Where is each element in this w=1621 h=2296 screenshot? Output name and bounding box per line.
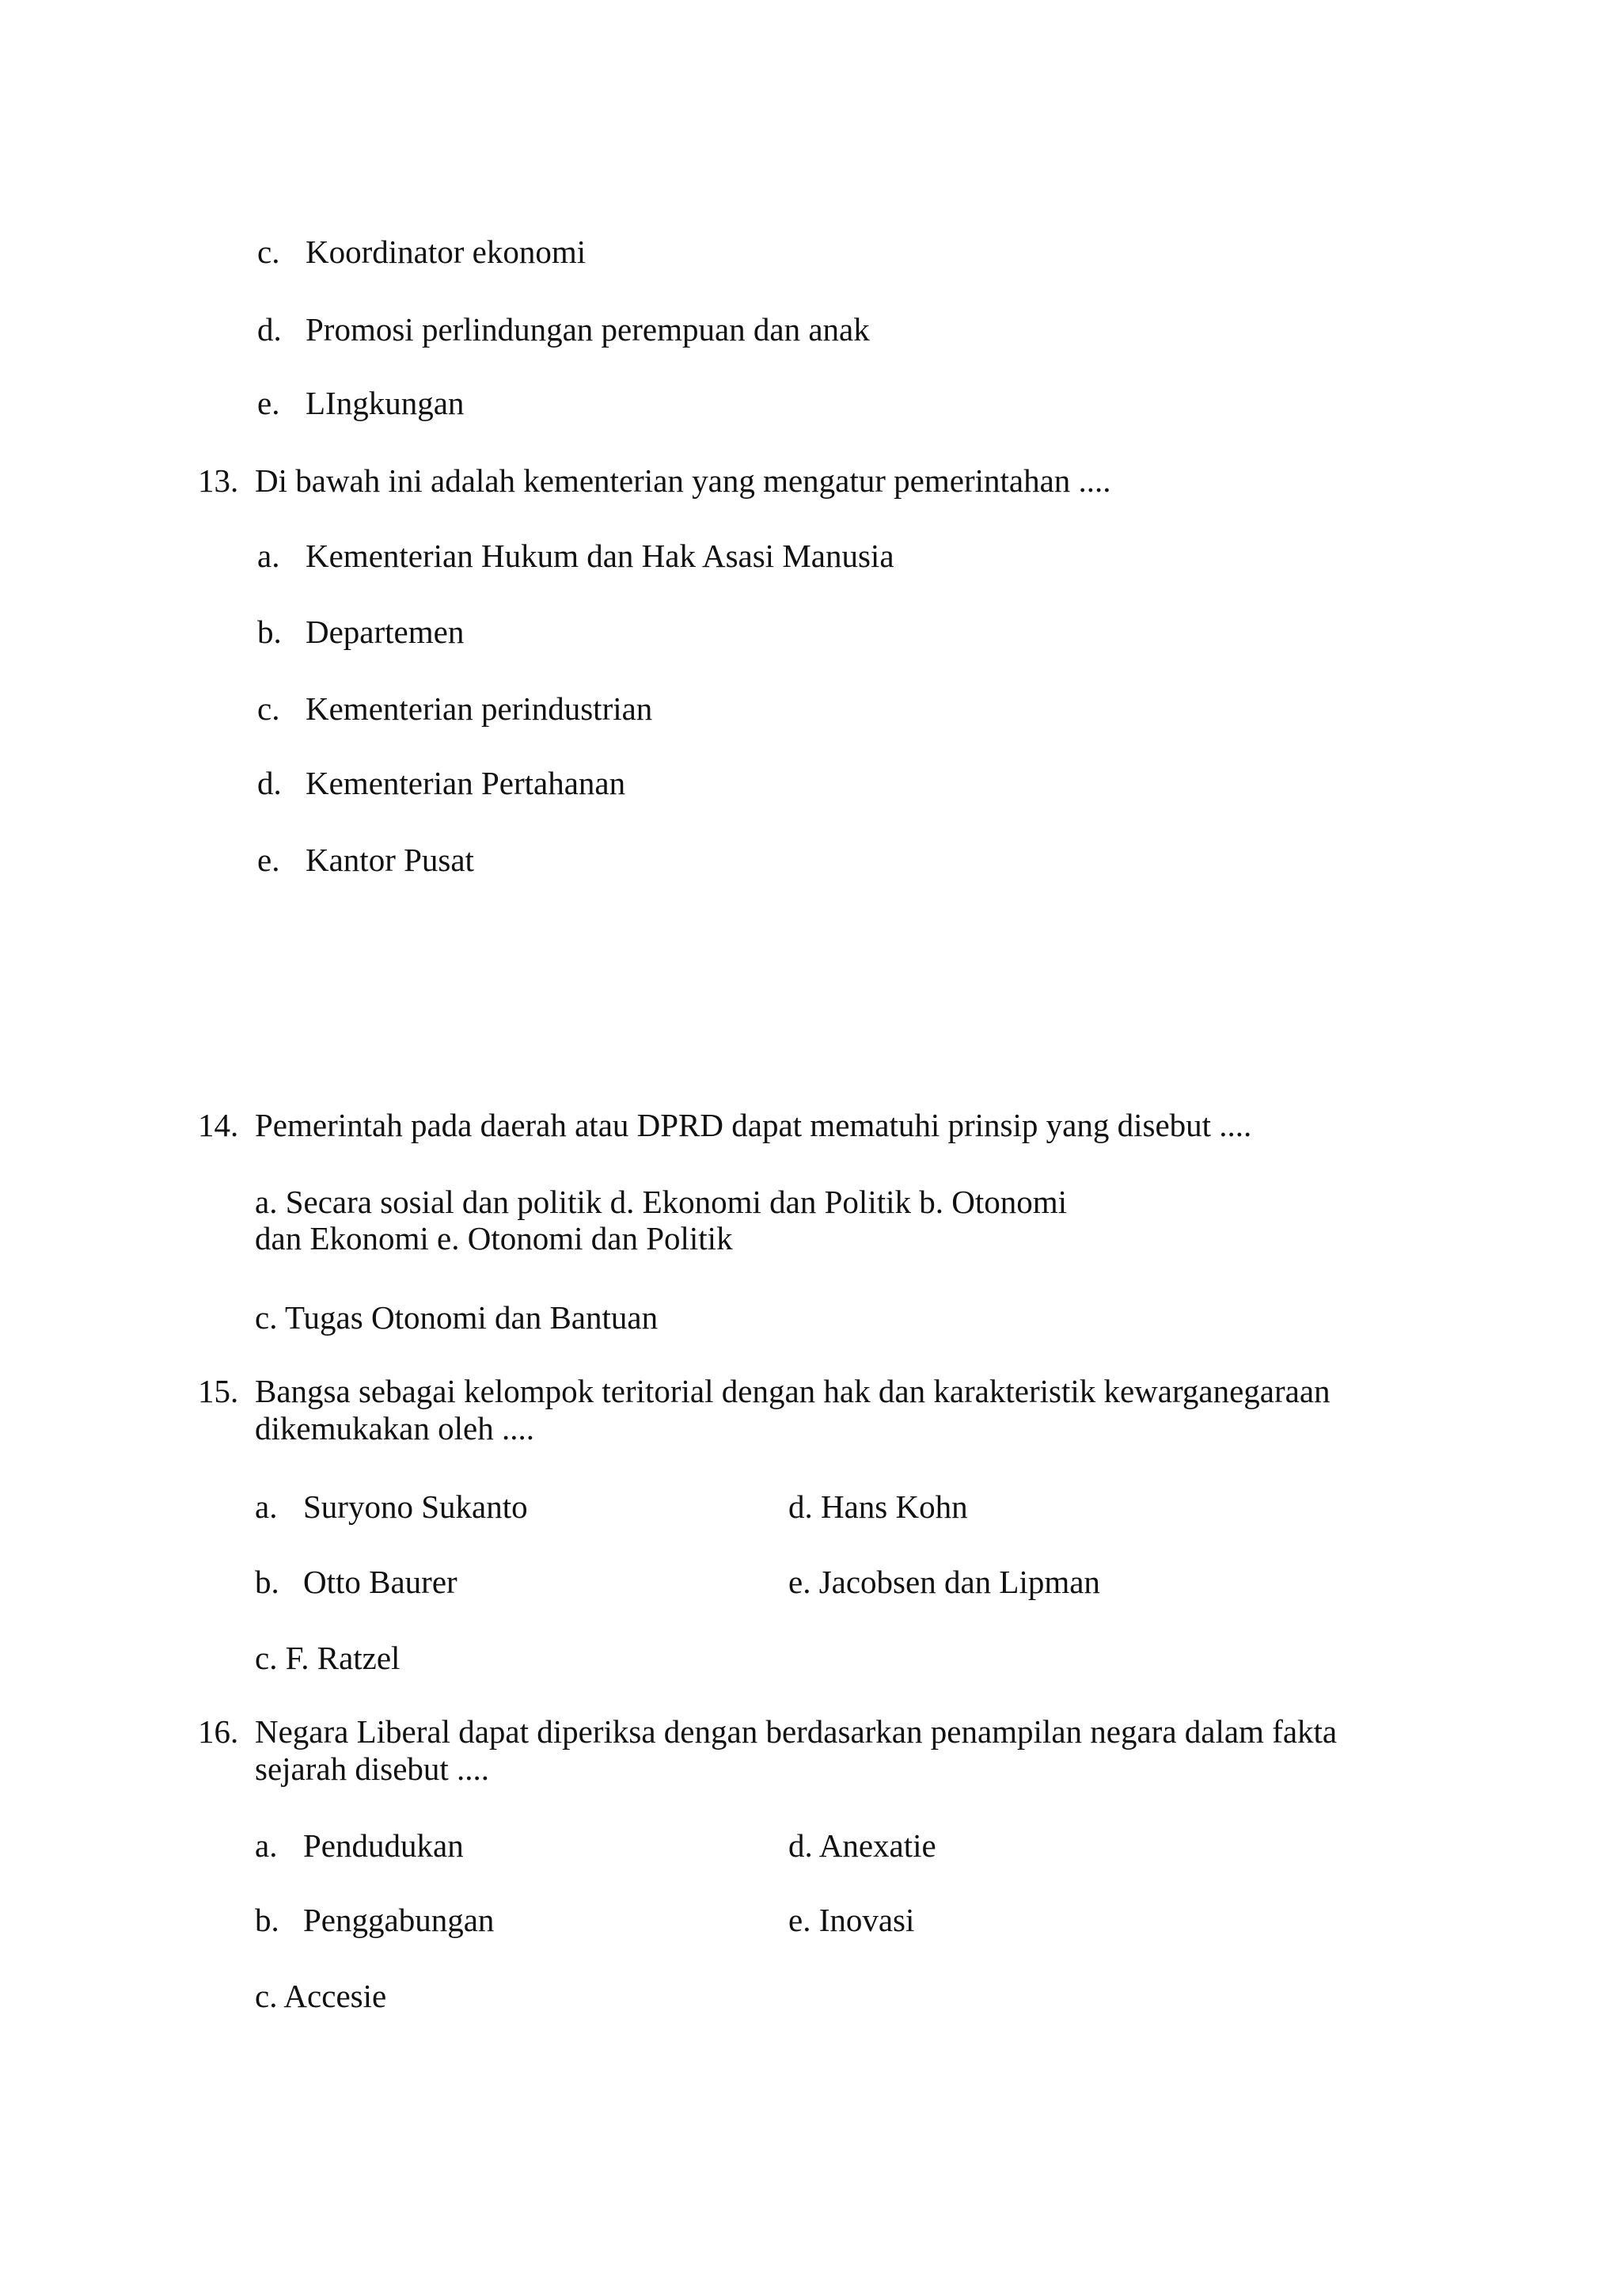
option-item — [257, 537, 894, 575]
option-letter: c. — [257, 234, 280, 270]
option-letter: c. — [257, 690, 280, 727]
option-item: d. Anexatie — [788, 1827, 936, 1864]
option-letter: d. — [257, 311, 282, 348]
option-text: Kementerian perindustrian — [306, 690, 653, 727]
question-14 — [198, 1106, 1251, 1144]
option-item — [257, 841, 474, 879]
option-text: Promosi perlindungan perempuan dan anak — [306, 311, 870, 348]
option-letter: b. — [255, 1564, 279, 1600]
question-16 — [198, 1712, 1337, 1751]
option-item: c. Accesie — [255, 1978, 387, 2014]
option-text: Kantor Pusat — [306, 842, 474, 878]
option-text: Penggabungan — [303, 1902, 495, 1938]
question-text: Negara Liberal dapat diperiksa dengan berdasarkan penampilan negara dalam fakta — [255, 1713, 1338, 1750]
option-text: Kementerian Pertahanan — [306, 765, 626, 801]
option-letter: b. — [255, 1902, 279, 1938]
option-letter: a. — [255, 1827, 278, 1864]
option-item — [257, 764, 625, 802]
option-text: Pendudukan — [303, 1827, 464, 1864]
option-item — [255, 1488, 528, 1526]
question-13 — [198, 462, 1111, 500]
option-letter: b. — [257, 614, 282, 650]
question-text: Pemerintah pada daerah atau DPRD dapat mematuhi prinsip yang disebut .... — [255, 1107, 1252, 1143]
option-item: e. Inovasi — [788, 1902, 915, 1938]
question-text-continuation: dikemukakan oleh .... — [255, 1410, 534, 1446]
option-item — [257, 613, 464, 651]
option-letter: a. — [257, 538, 280, 574]
option-item — [255, 1563, 457, 1601]
options-block-line: dan Ekonomi e. Otonomi dan Politik — [255, 1220, 733, 1256]
option-item — [255, 1827, 464, 1865]
option-item — [257, 233, 586, 271]
option-text: Kementerian Hukum dan Hak Asasi Manusia — [306, 538, 894, 574]
question-text: Di bawah ini adalah kementerian yang mengatur pemerintahan .... — [255, 462, 1111, 499]
option-item: c. Tugas Otonomi dan Bantuan — [255, 1299, 659, 1336]
option-text: Koordinator ekonomi — [306, 234, 587, 270]
question-15 — [198, 1372, 1331, 1410]
option-letter: e. — [257, 385, 280, 421]
option-text: LIngkungan — [306, 385, 465, 421]
option-letter: a. — [255, 1488, 278, 1525]
option-text: Otto Baurer — [303, 1564, 457, 1600]
question-text-continuation: sejarah disebut .... — [255, 1751, 490, 1787]
options-block-line: a. Secara sosial dan politik d. Ekonomi dan Politik b. Otonomi — [255, 1184, 1068, 1220]
question-text: Bangsa sebagai kelompok teritorial dengan hak dan karakteristik kewarganegaraan — [255, 1373, 1331, 1409]
option-item: e. Jacobsen dan Lipman — [788, 1564, 1100, 1600]
option-item — [257, 384, 464, 422]
option-item: d. Hans Kohn — [788, 1488, 968, 1525]
option-letter: d. — [257, 765, 282, 801]
option-item — [255, 1901, 494, 1939]
question-number: 15. — [198, 1373, 239, 1409]
option-letter: e. — [257, 842, 280, 878]
question-number: 14. — [198, 1107, 239, 1143]
option-text: Suryono Sukanto — [303, 1488, 528, 1525]
option-item — [257, 310, 870, 348]
question-number: 16. — [198, 1713, 239, 1750]
question-number: 13. — [198, 462, 239, 499]
option-text: Departemen — [306, 614, 465, 650]
option-item — [257, 690, 652, 728]
option-item: c. F. Ratzel — [255, 1640, 401, 1676]
